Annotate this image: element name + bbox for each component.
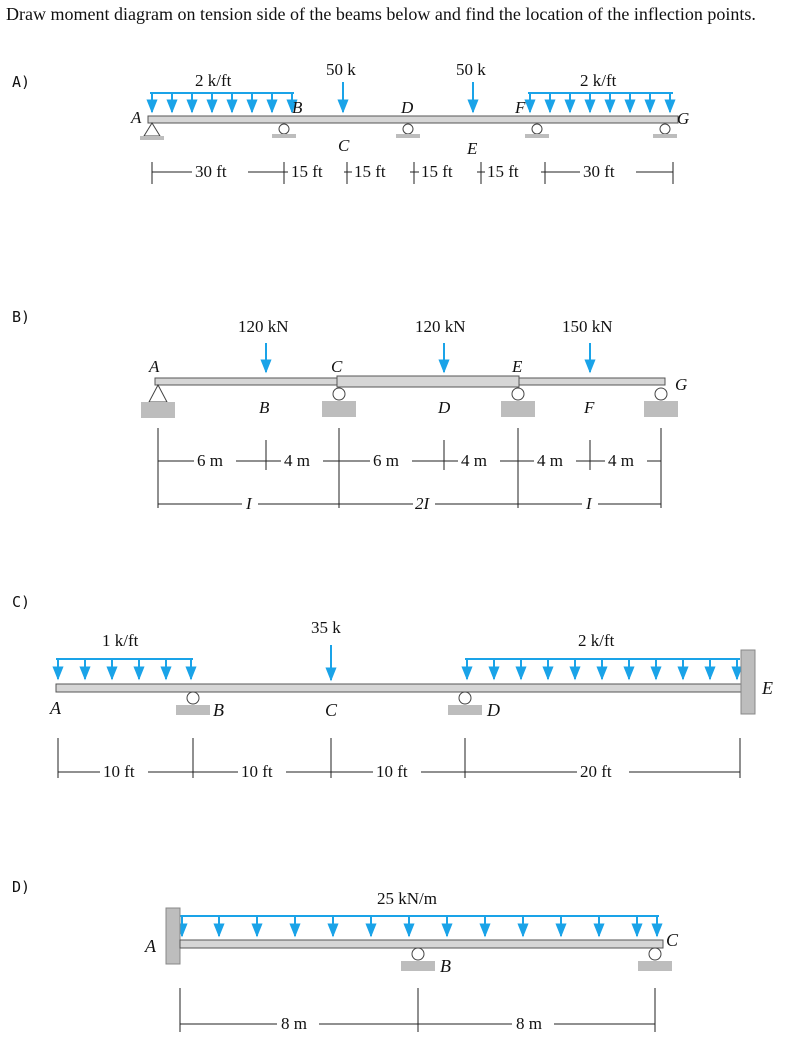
point-load-a1-label: 50 k bbox=[326, 60, 356, 79]
dim-b-4: 4 m bbox=[461, 451, 487, 470]
dim-a-5: 15 ft bbox=[487, 162, 519, 181]
dim-a-6: 30 ft bbox=[583, 162, 615, 181]
inertia-b-2: 2I bbox=[415, 494, 430, 513]
roller-support-b-d bbox=[401, 948, 435, 971]
roller-support-d-c bbox=[448, 692, 482, 715]
udl-right-c bbox=[465, 659, 740, 679]
dim-b-1: 6 m bbox=[197, 451, 223, 470]
roller-support-b-a bbox=[272, 124, 296, 138]
point-load-c-label: 35 k bbox=[311, 618, 341, 637]
dim-c-3: 10 ft bbox=[376, 762, 408, 781]
point-label-c-c: C bbox=[325, 700, 338, 720]
point-label-b-a: B bbox=[292, 98, 303, 117]
roller-support-f-a bbox=[525, 124, 549, 138]
beam-b bbox=[141, 317, 687, 513]
udl-left-c bbox=[56, 659, 193, 679]
point-label-f-b: F bbox=[584, 398, 595, 417]
beam-a bbox=[130, 60, 689, 184]
udl-left-a bbox=[150, 93, 294, 112]
point-label-c-b: C bbox=[331, 357, 343, 376]
point-label-g-b: G bbox=[675, 375, 688, 394]
dim-d-2: 8 m bbox=[516, 1014, 542, 1033]
point-label-d-a: D bbox=[401, 98, 414, 117]
inertia-b-3: I bbox=[586, 494, 592, 513]
point-label-a-b: A bbox=[149, 357, 160, 376]
part-a-label: A) bbox=[12, 73, 31, 91]
dimension-line-d bbox=[180, 988, 655, 1032]
dim-b-2: 4 m bbox=[284, 451, 310, 470]
part-c-label: C) bbox=[12, 593, 31, 611]
point-label-b-c: B bbox=[213, 700, 224, 720]
point-label-g-a: G bbox=[677, 109, 690, 128]
beam-d bbox=[144, 889, 679, 1033]
problem-statement: Draw moment diagram on tension side of the beams below and find the location of the inflection points. bbox=[6, 4, 756, 24]
dim-c-2: 10 ft bbox=[241, 762, 273, 781]
point-label-a-c: A bbox=[50, 698, 61, 718]
pin-support-a bbox=[140, 123, 164, 140]
part-d-label: D) bbox=[12, 878, 31, 896]
beam-b-segment-1 bbox=[155, 378, 337, 385]
point-load-b3-label: 150 kN bbox=[562, 317, 613, 336]
point-label-a-a: A bbox=[131, 108, 142, 127]
roller-support-c-d bbox=[638, 948, 672, 971]
dim-c-1: 10 ft bbox=[103, 762, 135, 781]
point-label-e-a: E bbox=[467, 139, 478, 158]
dim-b-5: 4 m bbox=[537, 451, 563, 470]
roller-support-g-a bbox=[653, 124, 677, 138]
point-label-a-d: A bbox=[145, 936, 156, 956]
point-label-c-d: C bbox=[666, 930, 679, 950]
dim-c-4: 20 ft bbox=[580, 762, 612, 781]
point-label-d-b: D bbox=[438, 398, 451, 417]
beam-c-member bbox=[56, 684, 742, 692]
dim-b-3: 6 m bbox=[373, 451, 399, 470]
udl-right-c-label: 2 k/ft bbox=[578, 631, 615, 650]
point-label-e-c: E bbox=[762, 678, 773, 698]
udl-right-a-label: 2 k/ft bbox=[580, 71, 617, 90]
dim-a-3: 15 ft bbox=[354, 162, 386, 181]
udl-left-c-label: 1 k/ft bbox=[102, 631, 139, 650]
point-label-b-b: B bbox=[259, 398, 270, 417]
point-label-e-b: E bbox=[512, 357, 523, 376]
point-label-c-a: C bbox=[338, 136, 350, 155]
beam-c bbox=[49, 618, 773, 781]
beam-b-segment-2 bbox=[337, 376, 519, 387]
beam-b-segment-3 bbox=[519, 378, 665, 385]
roller-support-c-b bbox=[322, 388, 356, 417]
udl-right-a bbox=[528, 93, 673, 112]
point-load-b1-label: 120 kN bbox=[238, 317, 289, 336]
pin-support-b bbox=[141, 385, 175, 418]
roller-support-e-b bbox=[501, 388, 535, 417]
fixed-support-a-d bbox=[166, 908, 180, 964]
beam-d-member bbox=[180, 940, 663, 948]
roller-support-d-a bbox=[396, 124, 420, 138]
inertia-b-1: I bbox=[246, 494, 252, 513]
roller-support-b-c bbox=[176, 692, 210, 715]
dim-a-4: 15 ft bbox=[421, 162, 453, 181]
point-label-d-c: D bbox=[487, 700, 500, 720]
dim-d-1: 8 m bbox=[281, 1014, 307, 1033]
fixed-support-e-c bbox=[741, 650, 755, 714]
beam-a-member bbox=[148, 116, 678, 123]
udl-d-label: 25 kN/m bbox=[377, 889, 437, 908]
dim-a-2: 15 ft bbox=[291, 162, 323, 181]
dim-a-1: 30 ft bbox=[195, 162, 227, 181]
dim-b-6: 4 m bbox=[608, 451, 634, 470]
point-load-a2-label: 50 k bbox=[456, 60, 486, 79]
roller-support-g-b bbox=[644, 388, 678, 417]
point-load-b2-label: 120 kN bbox=[415, 317, 466, 336]
point-label-b-d: B bbox=[440, 956, 451, 976]
udl-d bbox=[180, 916, 659, 936]
part-b-label: B) bbox=[12, 308, 31, 326]
point-label-f-a: F bbox=[515, 98, 526, 117]
udl-left-a-label: 2 k/ft bbox=[195, 71, 232, 90]
